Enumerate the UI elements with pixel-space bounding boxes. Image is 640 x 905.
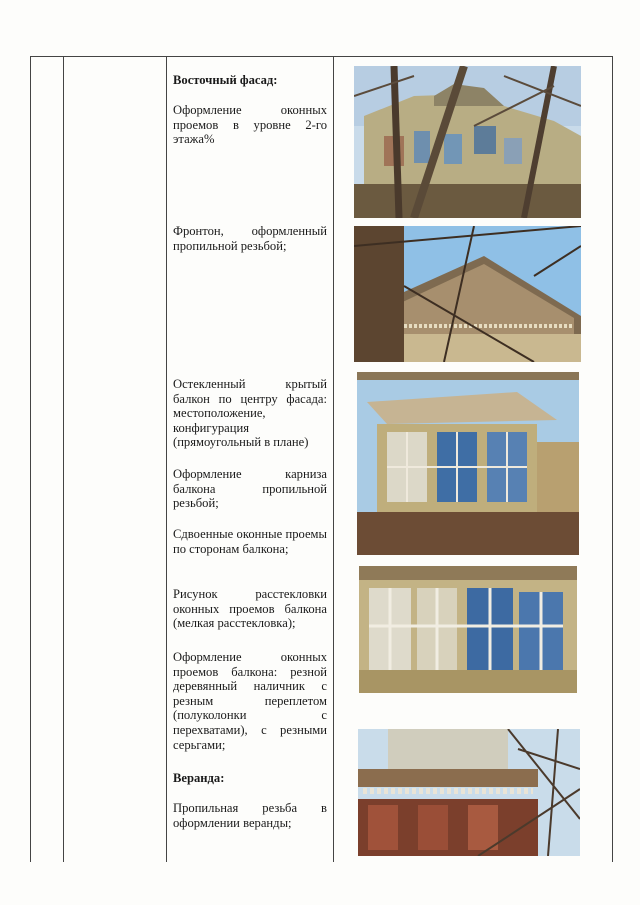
veranda-carving-text: Пропильная резьба в оформлении веранды; [173,801,327,830]
balcony-text: Остекленный крытый балкон по центру фасада: местоположение, конфигурация (прямоугольный в плане) [173,377,327,450]
pediment-item [173,224,327,253]
balcony-cornice-item [173,467,327,511]
glazing-pattern-item [173,587,327,631]
veranda-photo [358,729,580,856]
column-divider [166,57,167,862]
veranda-item [173,801,327,830]
column-divider [333,57,334,862]
veranda-heading: Веранда: [173,771,225,785]
window-openings-item [173,103,327,147]
balcony-cornice-text: Оформление карниза балкона пропильной резьбой; [173,467,327,511]
column-divider [63,57,64,862]
pediment-text: Фронтон, оформленный пропильной резьбой; [173,224,327,253]
balcony-item [173,377,327,450]
balcony-windows-photo [359,566,577,693]
east-facade-heading: Восточный фасад: [173,73,278,87]
glazing-pattern-text: Рисунок расстекловки оконных проемов балкона (мелкая расстекловка); [173,587,327,631]
east-facade-photo [354,66,581,218]
twin-windows-text: Сдвоенные оконные проемы по сторонам балкона; [173,527,327,556]
east-facade-block [173,73,327,88]
balcony-window-decor-item [173,650,327,752]
balcony-window-decor-text: Оформление оконных проемов балкона: резной деревянный наличник с резным переплетом (полуколонки с перехватами), с резными серьгами; [173,650,327,752]
pediment-photo [354,226,581,362]
window-openings-text: Оформление оконных проемов в уровне 2-го этажа% [173,103,327,147]
veranda-block [173,771,327,786]
balcony-photo [357,372,579,555]
twin-windows-item [173,527,327,556]
